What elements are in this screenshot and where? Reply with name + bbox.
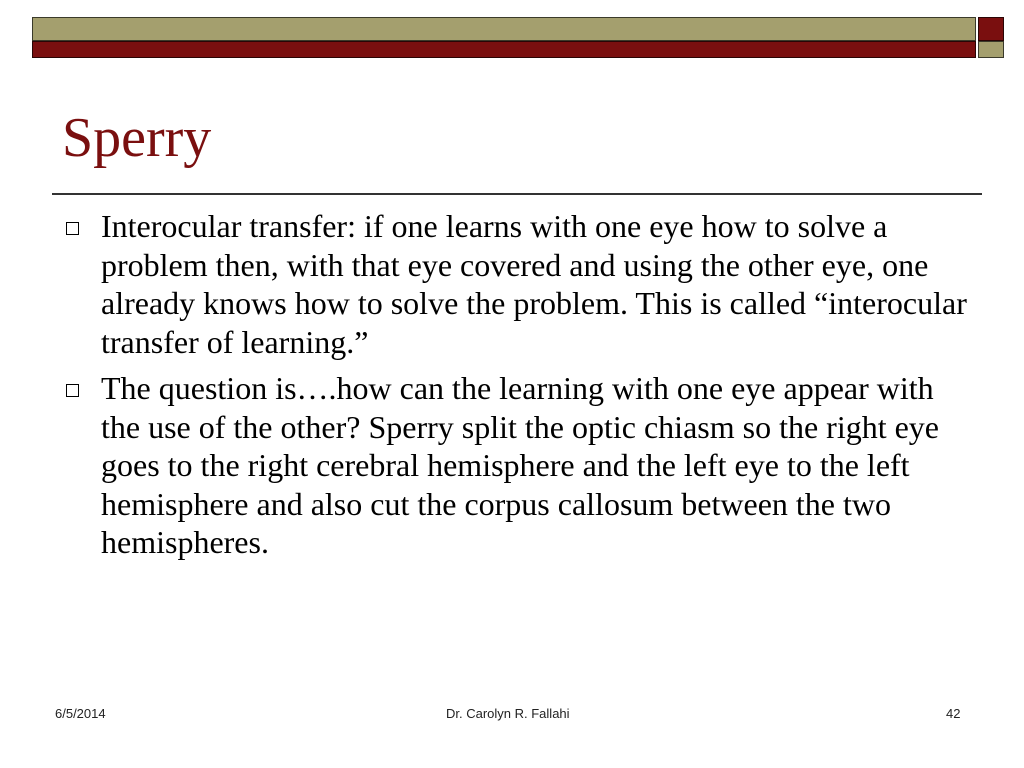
bullet-text: Interocular transfer: if one learns with one eye how to solve a problem then, with that eye covered and using the other eye, one already knows how to solve the problem. This is called “interocular transfer of learning.”	[101, 208, 967, 360]
title-divider	[52, 193, 982, 195]
bullet-text: The question is….how can the learning with one eye appear with the use of the other? Sperry split the optic chiasm so the right eye goes to the right cerebral hemisphere and the left eye to the left hemisphere and also cut the corpus callosum between the two hemispheres.	[101, 370, 939, 560]
slide-title: Sperry	[62, 107, 212, 169]
bullet-list	[62, 207, 974, 570]
hollow-square-icon	[66, 384, 79, 397]
footer-date: 6/5/2014	[55, 706, 106, 721]
bullet-item	[62, 207, 974, 361]
hollow-square-icon	[66, 222, 79, 235]
header-band-maroon	[32, 41, 976, 58]
footer-page-number: 42	[946, 706, 961, 721]
footer-author: Dr. Carolyn R. Fallahi	[446, 706, 570, 721]
header-band-olive	[32, 17, 976, 41]
bullet-item	[62, 369, 974, 562]
header-corner-square-olive	[978, 41, 1004, 58]
header-corner-square-maroon	[978, 17, 1004, 41]
